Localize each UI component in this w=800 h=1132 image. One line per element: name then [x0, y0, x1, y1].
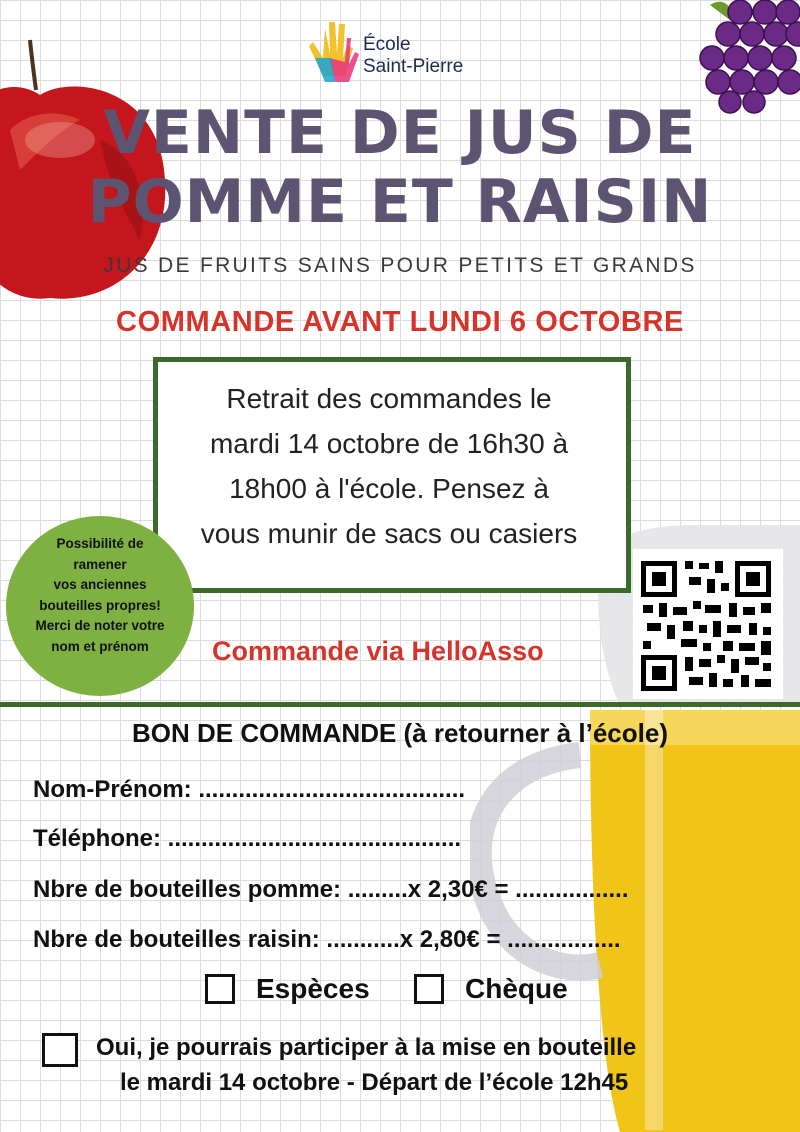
school-name [363, 34, 463, 78]
qr-code[interactable] [633, 549, 783, 699]
cash-checkbox[interactable] [205, 974, 235, 1004]
bottle-return-line3: vos anciennes [53, 577, 147, 593]
bottle-return-line2: ramener [73, 556, 127, 572]
pickup-info-text [160, 376, 618, 556]
order-deadline: COMMANDE AVANT LUNDI 6 OCTOBRE [116, 306, 684, 338]
title-line1: VENTE DE JUS DE [103, 98, 697, 168]
section-divider [0, 702, 800, 707]
order-form-title: BON DE COMMANDE (à retourner à l’école) [132, 718, 668, 748]
bottle-return-text [6, 534, 194, 658]
title-line2: POMME ET RAISIN [87, 167, 713, 237]
cheque-checkbox[interactable] [414, 974, 444, 1004]
volunteer-checkbox[interactable] [42, 1033, 78, 1067]
subtitle: JUS DE FRUITS SAINS POUR PETITS ET GRANDS [103, 254, 697, 277]
school-name-line1: École [363, 34, 411, 55]
bottle-return-line5: Merci de noter votre [35, 618, 165, 634]
pickup-line3: 18h00 à l'école. Pensez à [229, 473, 549, 504]
bottle-return-line1: Possibilité de [56, 536, 144, 551]
grape-bottles-field[interactable]: Nbre de bouteilles raisin: ...........x 2,80€ = ................. [33, 926, 621, 953]
school-name-line2: Saint-Pierre [363, 56, 464, 77]
pickup-line2: mardi 14 octobre de 16h30 à [209, 428, 569, 459]
helloasso-order-link[interactable]: Commande via HelloAsso [212, 636, 544, 666]
pickup-line4: vous munir de sacs ou casiers [200, 518, 578, 549]
bottle-return-line4: bouteilles propres! [39, 597, 161, 613]
bottle-return-line6: nom et prénom [51, 638, 149, 654]
volunteer-label-line2: le mardi 14 octobre - Départ de l’école 12h45 [120, 1069, 629, 1096]
cash-label: Espèces [256, 973, 370, 1004]
pickup-line1: Retrait des commandes le [226, 383, 552, 414]
apple-bottles-field[interactable]: Nbre de bouteilles pomme: .........x 2,30€ = ................. [33, 876, 629, 903]
cheque-label: Chèque [465, 973, 568, 1004]
school-logo [305, 18, 365, 86]
qr-code-icon [633, 549, 783, 699]
volunteer-label-line1: Oui, je pourrais participer à la mise en bouteille [96, 1034, 637, 1061]
phone-field[interactable]: Téléphone: ............................................ [33, 825, 462, 852]
name-field[interactable]: Nom-Prénom: ........................................ [33, 776, 466, 803]
